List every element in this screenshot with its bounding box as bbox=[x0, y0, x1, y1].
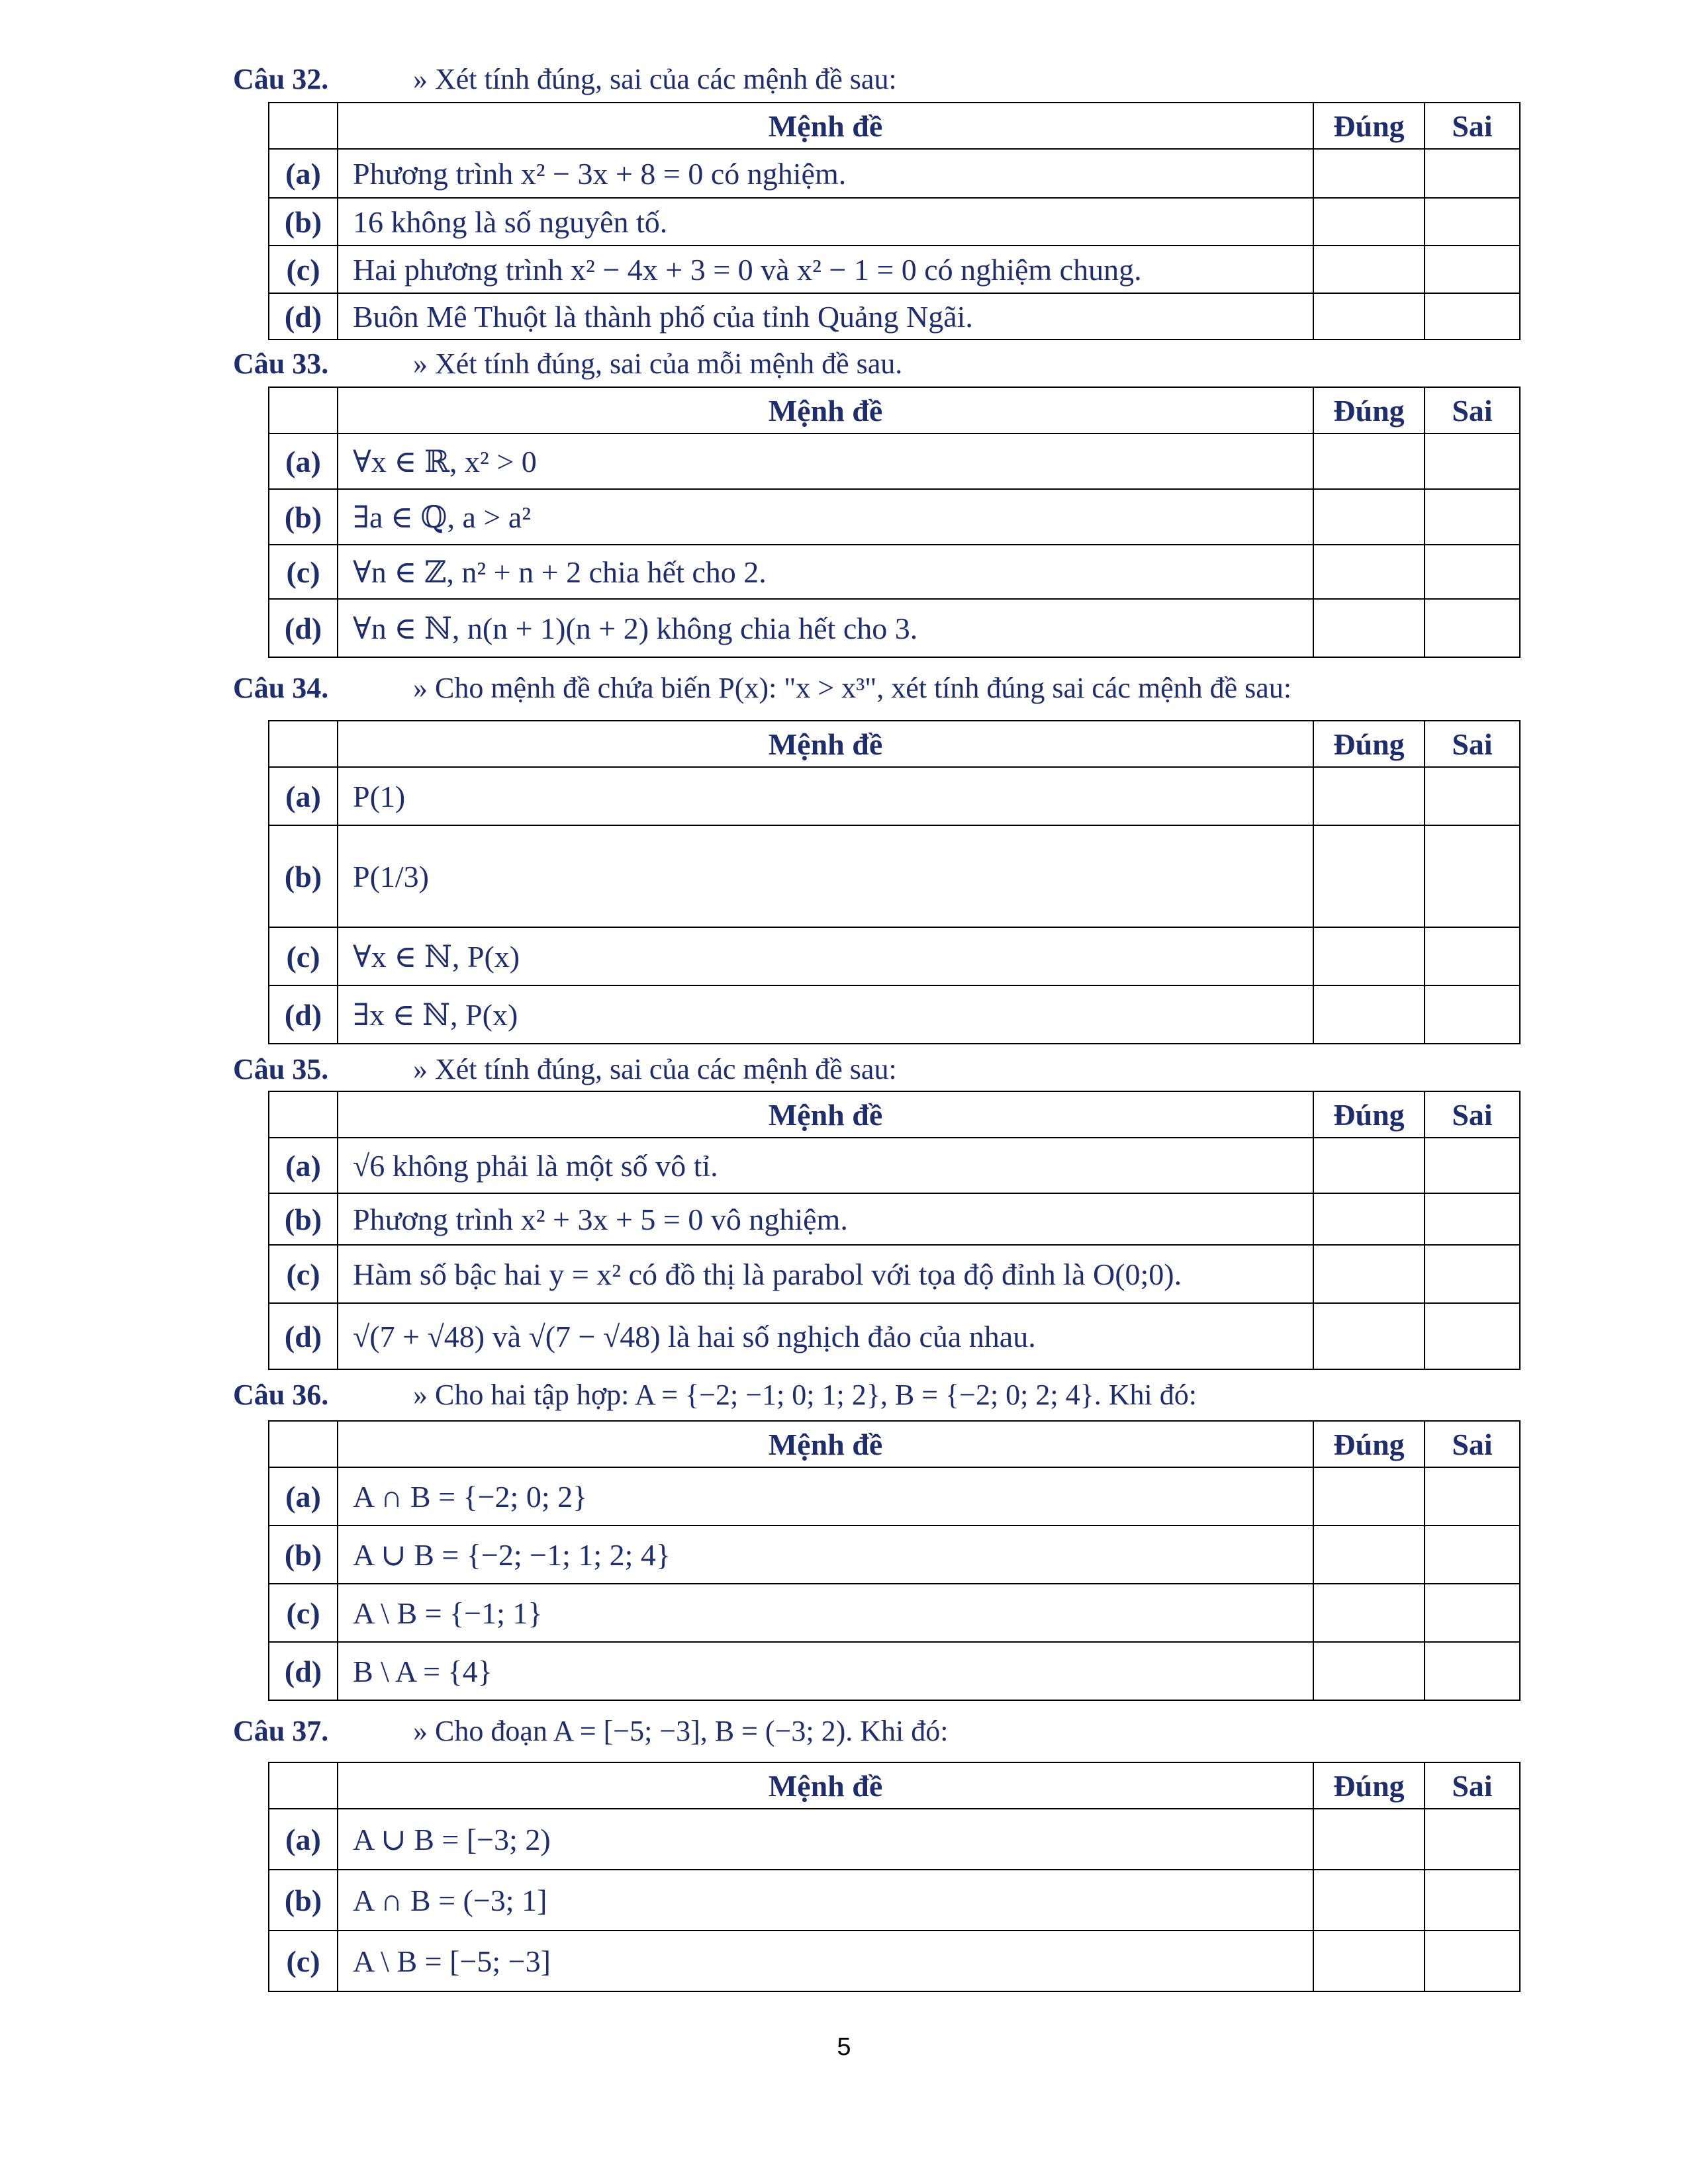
false-cell[interactable] bbox=[1425, 985, 1520, 1044]
row-label: (a) bbox=[269, 1809, 338, 1870]
false-cell[interactable] bbox=[1425, 1245, 1520, 1303]
proposition-header: Mệnh đề bbox=[338, 721, 1313, 767]
false-cell[interactable] bbox=[1425, 1809, 1520, 1870]
proposition-text: P(1) bbox=[338, 767, 1313, 825]
true-cell[interactable] bbox=[1313, 246, 1425, 293]
label-header bbox=[269, 1762, 338, 1809]
true-cell[interactable] bbox=[1313, 1245, 1425, 1303]
false-cell[interactable] bbox=[1425, 1525, 1520, 1584]
row-label: (b) bbox=[269, 489, 338, 545]
true-header: Đúng bbox=[1313, 103, 1425, 149]
table-row bbox=[269, 246, 1520, 293]
proposition-header: Mệnh đề bbox=[338, 1762, 1313, 1809]
proposition-text: √6 không phải là một số vô tỉ. bbox=[338, 1138, 1313, 1193]
row-label: (c) bbox=[269, 1931, 338, 1991]
false-cell[interactable] bbox=[1425, 198, 1520, 246]
table-row bbox=[269, 293, 1520, 340]
proposition-text: ∀x ∈ ℕ, P(x) bbox=[338, 927, 1313, 985]
question-35-heading bbox=[233, 1055, 897, 1084]
true-cell[interactable] bbox=[1313, 198, 1425, 246]
table-row bbox=[269, 1809, 1520, 1870]
true-cell[interactable] bbox=[1313, 927, 1425, 985]
true-cell[interactable] bbox=[1313, 489, 1425, 545]
label-header bbox=[269, 103, 338, 149]
false-header: Sai bbox=[1425, 1091, 1520, 1138]
question-number: Câu 32. bbox=[233, 63, 329, 95]
row-label: (d) bbox=[269, 599, 338, 657]
question-intro: » Xét tính đúng, sai của các mệnh đề sau: bbox=[413, 1053, 897, 1085]
label-header bbox=[269, 721, 338, 767]
proposition-text: A ∩ B = {−2; 0; 2} bbox=[338, 1467, 1313, 1525]
question-intro: » Cho đoạn A = [−5; −3], B = (−3; 2). Khi đó: bbox=[413, 1715, 949, 1747]
row-label: (c) bbox=[269, 246, 338, 293]
proposition-header: Mệnh đề bbox=[338, 103, 1313, 149]
true-cell[interactable] bbox=[1313, 1193, 1425, 1245]
question-37-table bbox=[268, 1762, 1521, 1992]
table-row bbox=[269, 1467, 1520, 1525]
row-label: (d) bbox=[269, 985, 338, 1044]
table-row bbox=[269, 825, 1520, 927]
question-intro: » Cho hai tập hợp: A = {−2; −1; 0; 1; 2}, B = {−2; 0; 2; 4}. Khi đó: bbox=[413, 1379, 1197, 1411]
false-cell[interactable] bbox=[1425, 927, 1520, 985]
table-row bbox=[269, 927, 1520, 985]
proposition-text: A ∪ B = [−3; 2) bbox=[338, 1809, 1313, 1870]
proposition-header: Mệnh đề bbox=[338, 1421, 1313, 1467]
proposition-text: Hai phương trình x² − 4x + 3 = 0 và x² − 1 = 0 có nghiệm chung. bbox=[338, 246, 1313, 293]
true-header: Đúng bbox=[1313, 1421, 1425, 1467]
false-cell[interactable] bbox=[1425, 489, 1520, 545]
row-label: (c) bbox=[269, 1245, 338, 1303]
false-cell[interactable] bbox=[1425, 767, 1520, 825]
table-row bbox=[269, 599, 1520, 657]
row-label: (d) bbox=[269, 293, 338, 340]
proposition-header: Mệnh đề bbox=[338, 1091, 1313, 1138]
false-cell[interactable] bbox=[1425, 1193, 1520, 1245]
true-cell[interactable] bbox=[1313, 1642, 1425, 1700]
page-number: 5 bbox=[837, 2033, 851, 2061]
false-cell[interactable] bbox=[1425, 149, 1520, 198]
proposition-text: ∃x ∈ ℕ, P(x) bbox=[338, 985, 1313, 1044]
table-row bbox=[269, 985, 1520, 1044]
proposition-text: ∀x ∈ ℝ, x² > 0 bbox=[338, 433, 1313, 489]
question-number: Câu 37. bbox=[233, 1715, 329, 1747]
question-number: Câu 34. bbox=[233, 672, 329, 704]
question-33-table bbox=[268, 387, 1521, 658]
table-row bbox=[269, 489, 1520, 545]
true-header: Đúng bbox=[1313, 1762, 1425, 1809]
false-header: Sai bbox=[1425, 1421, 1520, 1467]
table-row bbox=[269, 1245, 1520, 1303]
question-32-heading bbox=[233, 65, 897, 94]
true-cell[interactable] bbox=[1313, 545, 1425, 599]
false-header: Sai bbox=[1425, 1762, 1520, 1809]
true-cell[interactable] bbox=[1313, 1870, 1425, 1931]
true-cell[interactable] bbox=[1313, 1138, 1425, 1193]
proposition-text: ∀n ∈ ℤ, n² + n + 2 chia hết cho 2. bbox=[338, 545, 1313, 599]
true-header: Đúng bbox=[1313, 721, 1425, 767]
true-cell[interactable] bbox=[1313, 825, 1425, 927]
table-row bbox=[269, 767, 1520, 825]
proposition-text: ∀n ∈ ℕ, n(n + 1)(n + 2) không chia hết cho 3. bbox=[338, 599, 1313, 657]
question-36-table bbox=[268, 1420, 1521, 1701]
table-row bbox=[269, 1138, 1520, 1193]
true-header: Đúng bbox=[1313, 1091, 1425, 1138]
row-label: (a) bbox=[269, 1467, 338, 1525]
table-row bbox=[269, 1303, 1520, 1369]
false-cell[interactable] bbox=[1425, 599, 1520, 657]
false-cell[interactable] bbox=[1425, 246, 1520, 293]
proposition-text: A \ B = {−1; 1} bbox=[338, 1584, 1313, 1642]
proposition-text: A ∪ B = {−2; −1; 1; 2; 4} bbox=[338, 1525, 1313, 1584]
row-label: (b) bbox=[269, 1193, 338, 1245]
proposition-text: A ∩ B = (−3; 1] bbox=[338, 1870, 1313, 1931]
false-cell[interactable] bbox=[1425, 545, 1520, 599]
table-row bbox=[269, 1870, 1520, 1931]
row-label: (a) bbox=[269, 149, 338, 198]
question-35-table bbox=[268, 1091, 1521, 1370]
false-cell[interactable] bbox=[1425, 825, 1520, 927]
question-37-heading bbox=[233, 1717, 949, 1746]
false-cell[interactable] bbox=[1425, 1138, 1520, 1193]
proposition-text: P(1/3) bbox=[338, 825, 1313, 927]
false-cell[interactable] bbox=[1425, 433, 1520, 489]
false-cell[interactable] bbox=[1425, 1584, 1520, 1642]
false-header: Sai bbox=[1425, 103, 1520, 149]
row-label: (a) bbox=[269, 1138, 338, 1193]
proposition-text: A \ B = [−5; −3] bbox=[338, 1931, 1313, 1991]
true-cell[interactable] bbox=[1313, 599, 1425, 657]
proposition-text: ∃a ∈ ℚ, a > a² bbox=[338, 489, 1313, 545]
false-header: Sai bbox=[1425, 387, 1520, 433]
question-34-table bbox=[268, 720, 1521, 1044]
table-row bbox=[269, 1642, 1520, 1700]
question-intro: » Cho mệnh đề chứa biến P(x): "x > x³", xét tính đúng sai các mệnh đề sau: bbox=[413, 672, 1292, 704]
question-number: Câu 36. bbox=[233, 1379, 329, 1411]
label-header bbox=[269, 1091, 338, 1138]
row-label: (b) bbox=[269, 198, 338, 246]
false-cell[interactable] bbox=[1425, 1931, 1520, 1991]
true-cell[interactable] bbox=[1313, 1931, 1425, 1991]
question-number: Câu 35. bbox=[233, 1053, 329, 1085]
row-label: (b) bbox=[269, 1525, 338, 1584]
true-cell[interactable] bbox=[1313, 1303, 1425, 1369]
table-row bbox=[269, 1584, 1520, 1642]
true-cell[interactable] bbox=[1313, 1525, 1425, 1584]
proposition-text: B \ A = {4} bbox=[338, 1642, 1313, 1700]
label-header bbox=[269, 1421, 338, 1467]
true-cell[interactable] bbox=[1313, 293, 1425, 340]
proposition-text: Phương trình x² − 3x + 8 = 0 có nghiệm. bbox=[338, 149, 1313, 198]
proposition-text: √(7 + √48) và √(7 − √48) là hai số nghịch đảo của nhau. bbox=[338, 1303, 1313, 1369]
question-intro: » Xét tính đúng, sai của các mệnh đề sau: bbox=[413, 63, 897, 95]
true-cell[interactable] bbox=[1313, 767, 1425, 825]
row-label: (a) bbox=[269, 433, 338, 489]
row-label: (b) bbox=[269, 1870, 338, 1931]
true-cell[interactable] bbox=[1313, 149, 1425, 198]
row-label: (b) bbox=[269, 825, 338, 927]
false-cell[interactable] bbox=[1425, 1303, 1520, 1369]
question-intro: » Xét tính đúng, sai của mỗi mệnh đề sau. bbox=[413, 347, 903, 380]
table-row bbox=[269, 433, 1520, 489]
true-header: Đúng bbox=[1313, 387, 1425, 433]
question-number: Câu 33. bbox=[233, 347, 329, 380]
question-34-heading bbox=[233, 674, 1291, 703]
proposition-header: Mệnh đề bbox=[338, 387, 1313, 433]
false-cell[interactable] bbox=[1425, 1870, 1520, 1931]
true-cell[interactable] bbox=[1313, 985, 1425, 1044]
label-header bbox=[269, 387, 338, 433]
row-label: (c) bbox=[269, 545, 338, 599]
table-row bbox=[269, 149, 1520, 198]
proposition-text: Phương trình x² + 3x + 5 = 0 vô nghiệm. bbox=[338, 1193, 1313, 1245]
question-36-heading bbox=[233, 1381, 1197, 1410]
row-label: (d) bbox=[269, 1303, 338, 1369]
row-label: (d) bbox=[269, 1642, 338, 1700]
proposition-text: 16 không là số nguyên tố. bbox=[338, 198, 1313, 246]
true-cell[interactable] bbox=[1313, 1467, 1425, 1525]
false-cell[interactable] bbox=[1425, 1642, 1520, 1700]
table-row bbox=[269, 1931, 1520, 1991]
question-32-table bbox=[268, 102, 1521, 340]
false-cell[interactable] bbox=[1425, 293, 1520, 340]
true-cell[interactable] bbox=[1313, 1584, 1425, 1642]
false-header: Sai bbox=[1425, 721, 1520, 767]
table-row bbox=[269, 545, 1520, 599]
row-label: (a) bbox=[269, 767, 338, 825]
false-cell[interactable] bbox=[1425, 1467, 1520, 1525]
true-cell[interactable] bbox=[1313, 433, 1425, 489]
table-row bbox=[269, 1525, 1520, 1584]
table-row bbox=[269, 1193, 1520, 1245]
true-cell[interactable] bbox=[1313, 1809, 1425, 1870]
proposition-text: Buôn Mê Thuột là thành phố của tỉnh Quảng Ngãi. bbox=[338, 293, 1313, 340]
proposition-text: Hàm số bậc hai y = x² có đồ thị là parabol với tọa độ đỉnh là O(0;0). bbox=[338, 1245, 1313, 1303]
row-label: (c) bbox=[269, 1584, 338, 1642]
question-33-heading bbox=[233, 349, 902, 379]
table-row bbox=[269, 198, 1520, 246]
row-label: (c) bbox=[269, 927, 338, 985]
